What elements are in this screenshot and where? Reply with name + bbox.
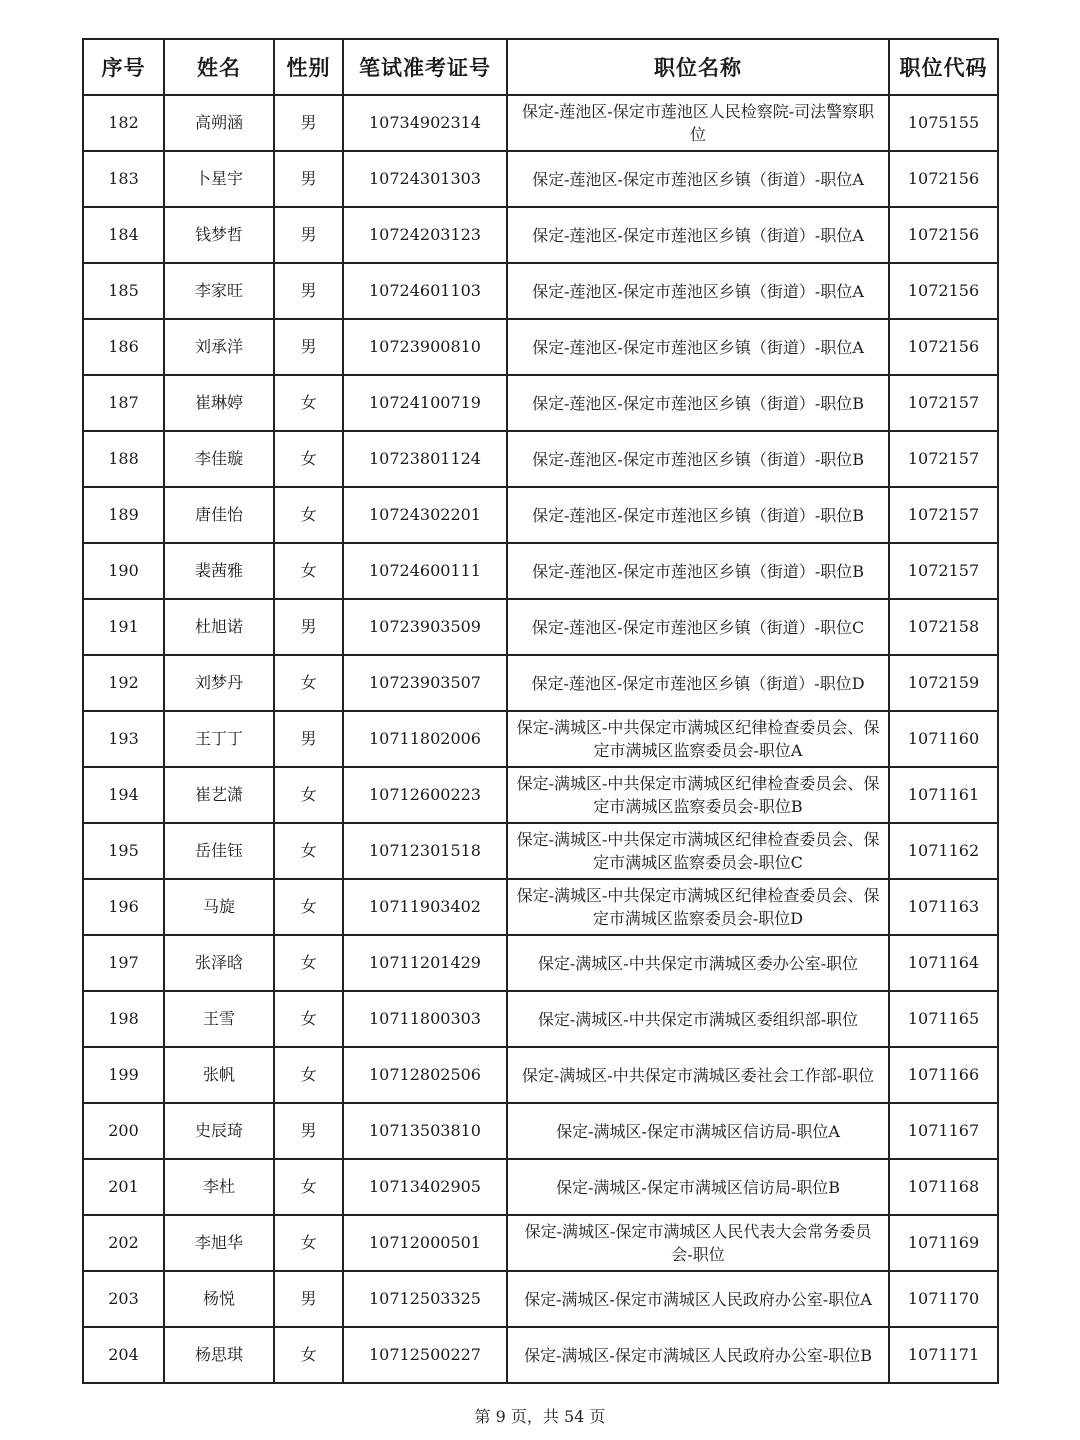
- cell-name: 钱梦哲: [164, 207, 274, 263]
- cell-serial: 192: [83, 655, 164, 711]
- col-header-post-code: 职位代码: [889, 39, 998, 95]
- col-header-serial: 序号: [83, 39, 164, 95]
- cell-serial: 195: [83, 823, 164, 879]
- cell-post-code: 1072157: [889, 543, 998, 599]
- cell-post-name: 保定-满城区-中共保定市满城区纪律检查委员会、保定市满城区监察委员会-职位A: [507, 711, 889, 767]
- cell-name: 高朔涵: [164, 95, 274, 151]
- cell-gender: 男: [274, 263, 343, 319]
- cell-name: 岳佳钰: [164, 823, 274, 879]
- table-row: [83, 991, 998, 1047]
- cell-serial: 182: [83, 95, 164, 151]
- table-row: [83, 263, 998, 319]
- cell-serial: 189: [83, 487, 164, 543]
- col-header-post-name: 职位名称: [507, 39, 889, 95]
- cell-serial: 185: [83, 263, 164, 319]
- cell-name: 史辰琦: [164, 1103, 274, 1159]
- cell-name: 刘梦丹: [164, 655, 274, 711]
- cell-name: 刘承洋: [164, 319, 274, 375]
- cell-gender: 女: [274, 375, 343, 431]
- page-number: 第 9 页，共 54 页: [474, 1407, 606, 1426]
- cell-post-name: 保定-莲池区-保定市莲池区乡镇（街道）-职位A: [507, 151, 889, 207]
- cell-exam-id: 10713503810: [343, 1103, 507, 1159]
- cell-exam-id: 10724600111: [343, 543, 507, 599]
- table-row: [83, 823, 998, 879]
- cell-post-code: 1071162: [889, 823, 998, 879]
- cell-post-name: 保定-莲池区-保定市莲池区乡镇（街道）-职位B: [507, 375, 889, 431]
- cell-name: 崔艺潇: [164, 767, 274, 823]
- cell-post-name: 保定-莲池区-保定市莲池区乡镇（街道）-职位A: [507, 263, 889, 319]
- cell-post-name: 保定-莲池区-保定市莲池区乡镇（街道）-职位A: [507, 207, 889, 263]
- cell-serial: 184: [83, 207, 164, 263]
- cell-exam-id: 10723801124: [343, 431, 507, 487]
- cell-exam-id: 10711800303: [343, 991, 507, 1047]
- table-row: [83, 1327, 998, 1383]
- cell-post-name: 保定-莲池区-保定市莲池区乡镇（街道）-职位B: [507, 487, 889, 543]
- cell-exam-id: 10734902314: [343, 95, 507, 151]
- table-row: [83, 1103, 998, 1159]
- table-row: [83, 599, 998, 655]
- cell-post-code: 1072157: [889, 431, 998, 487]
- table-row: [83, 1215, 998, 1271]
- cell-exam-id: 10711802006: [343, 711, 507, 767]
- cell-serial: 194: [83, 767, 164, 823]
- cell-exam-id: 10712802506: [343, 1047, 507, 1103]
- cell-post-name: 保定-满城区-中共保定市满城区纪律检查委员会、保定市满城区监察委员会-职位D: [507, 879, 889, 935]
- col-header-exam-id: 笔试准考证号: [343, 39, 507, 95]
- cell-post-code: 1071169: [889, 1215, 998, 1271]
- cell-gender: 男: [274, 599, 343, 655]
- cell-name: 王丁丁: [164, 711, 274, 767]
- cell-name: 张帆: [164, 1047, 274, 1103]
- cell-post-code: 1071161: [889, 767, 998, 823]
- cell-serial: 188: [83, 431, 164, 487]
- table-row: [83, 1047, 998, 1103]
- table-row: [83, 1271, 998, 1327]
- cell-post-name: 保定-莲池区-保定市莲池区人民检察院-司法警察职位: [507, 95, 889, 151]
- cell-post-code: 1072159: [889, 655, 998, 711]
- cell-serial: 187: [83, 375, 164, 431]
- cell-exam-id: 10724100719: [343, 375, 507, 431]
- cell-gender: 女: [274, 935, 343, 991]
- cell-serial: 191: [83, 599, 164, 655]
- cell-name: 崔琳婷: [164, 375, 274, 431]
- cell-serial: 201: [83, 1159, 164, 1215]
- cell-name: 李旭华: [164, 1215, 274, 1271]
- cell-post-name: 保定-满城区-中共保定市满城区纪律检查委员会、保定市满城区监察委员会-职位C: [507, 823, 889, 879]
- table-row: [83, 375, 998, 431]
- cell-exam-id: 10724203123: [343, 207, 507, 263]
- cell-name: 李杜: [164, 1159, 274, 1215]
- cell-serial: 186: [83, 319, 164, 375]
- cell-gender: 女: [274, 1047, 343, 1103]
- cell-post-name: 保定-莲池区-保定市莲池区乡镇（街道）-职位C: [507, 599, 889, 655]
- cell-post-code: 1075155: [889, 95, 998, 151]
- cell-gender: 男: [274, 319, 343, 375]
- table-row: [83, 1159, 998, 1215]
- cell-name: 王雪: [164, 991, 274, 1047]
- cell-gender: 男: [274, 711, 343, 767]
- cell-exam-id: 10712301518: [343, 823, 507, 879]
- table-row: [83, 431, 998, 487]
- cell-serial: 202: [83, 1215, 164, 1271]
- cell-post-code: 1071166: [889, 1047, 998, 1103]
- cell-exam-id: 10712000501: [343, 1215, 507, 1271]
- cell-post-code: 1072156: [889, 263, 998, 319]
- col-header-gender: 性别: [274, 39, 343, 95]
- cell-post-name: 保定-莲池区-保定市莲池区乡镇（街道）-职位B: [507, 543, 889, 599]
- roster-body: [83, 95, 998, 1383]
- cell-gender: 男: [274, 207, 343, 263]
- cell-serial: 190: [83, 543, 164, 599]
- cell-post-code: 1071164: [889, 935, 998, 991]
- cell-exam-id: 10723903509: [343, 599, 507, 655]
- cell-gender: 女: [274, 655, 343, 711]
- cell-post-name: 保定-满城区-保定市满城区人民政府办公室-职位B: [507, 1327, 889, 1383]
- cell-post-code: 1071160: [889, 711, 998, 767]
- cell-serial: 197: [83, 935, 164, 991]
- table-row: [83, 711, 998, 767]
- table-row: [83, 151, 998, 207]
- cell-exam-id: 10724302201: [343, 487, 507, 543]
- table-row: [83, 767, 998, 823]
- cell-name: 张泽晗: [164, 935, 274, 991]
- cell-serial: 196: [83, 879, 164, 935]
- cell-gender: 女: [274, 431, 343, 487]
- cell-post-name: 保定-莲池区-保定市莲池区乡镇（街道）-职位A: [507, 319, 889, 375]
- cell-name: 李佳璇: [164, 431, 274, 487]
- cell-gender: 男: [274, 151, 343, 207]
- cell-post-code: 1072157: [889, 375, 998, 431]
- cell-post-name: 保定-满城区-中共保定市满城区纪律检查委员会、保定市满城区监察委员会-职位B: [507, 767, 889, 823]
- cell-post-name: 保定-满城区-中共保定市满城区委组织部-职位: [507, 991, 889, 1047]
- cell-exam-id: 10723900810: [343, 319, 507, 375]
- cell-post-code: 1071168: [889, 1159, 998, 1215]
- cell-exam-id: 10711201429: [343, 935, 507, 991]
- cell-gender: 女: [274, 823, 343, 879]
- table-row: [83, 95, 998, 151]
- cell-serial: 204: [83, 1327, 164, 1383]
- cell-name: 李家旺: [164, 263, 274, 319]
- cell-name: 杨悦: [164, 1271, 274, 1327]
- cell-serial: 200: [83, 1103, 164, 1159]
- cell-post-code: 1071165: [889, 991, 998, 1047]
- cell-serial: 199: [83, 1047, 164, 1103]
- cell-name: 杜旭诺: [164, 599, 274, 655]
- cell-post-name: 保定-满城区-保定市满城区信访局-职位A: [507, 1103, 889, 1159]
- cell-name: 裴茜雅: [164, 543, 274, 599]
- cell-name: 杨思琪: [164, 1327, 274, 1383]
- cell-gender: 女: [274, 1159, 343, 1215]
- table-row: [83, 543, 998, 599]
- cell-post-code: 1072156: [889, 319, 998, 375]
- cell-gender: 女: [274, 1327, 343, 1383]
- cell-name: 卜星宇: [164, 151, 274, 207]
- cell-post-name: 保定-满城区-保定市满城区人民政府办公室-职位A: [507, 1271, 889, 1327]
- cell-post-name: 保定-满城区-中共保定市满城区委办公室-职位: [507, 935, 889, 991]
- cell-gender: 女: [274, 487, 343, 543]
- cell-gender: 男: [274, 1271, 343, 1327]
- cell-post-code: 1072156: [889, 151, 998, 207]
- table-row: [83, 655, 998, 711]
- cell-exam-id: 10712600223: [343, 767, 507, 823]
- cell-post-code: 1071170: [889, 1271, 998, 1327]
- table-row: [83, 935, 998, 991]
- cell-post-name: 保定-莲池区-保定市莲池区乡镇（街道）-职位B: [507, 431, 889, 487]
- cell-gender: 男: [274, 1103, 343, 1159]
- table-row: [83, 879, 998, 935]
- header-row: [83, 39, 998, 95]
- cell-post-name: 保定-满城区-保定市满城区人民代表大会常务委员会-职位: [507, 1215, 889, 1271]
- cell-post-code: 1071167: [889, 1103, 998, 1159]
- cell-post-code: 1072156: [889, 207, 998, 263]
- cell-exam-id: 10724601103: [343, 263, 507, 319]
- cell-name: 唐佳怡: [164, 487, 274, 543]
- cell-exam-id: 10713402905: [343, 1159, 507, 1215]
- cell-exam-id: 10724301303: [343, 151, 507, 207]
- table-row: [83, 487, 998, 543]
- table-row: [83, 319, 998, 375]
- cell-exam-id: 10712500227: [343, 1327, 507, 1383]
- cell-name: 马旋: [164, 879, 274, 935]
- cell-serial: 193: [83, 711, 164, 767]
- cell-post-code: 1071171: [889, 1327, 998, 1383]
- cell-gender: 女: [274, 543, 343, 599]
- cell-serial: 203: [83, 1271, 164, 1327]
- col-header-name: 姓名: [164, 39, 274, 95]
- cell-post-name: 保定-满城区-保定市满城区信访局-职位B: [507, 1159, 889, 1215]
- cell-gender: 男: [274, 95, 343, 151]
- cell-gender: 女: [274, 879, 343, 935]
- roster-table: [82, 38, 999, 1384]
- cell-serial: 198: [83, 991, 164, 1047]
- cell-gender: 女: [274, 991, 343, 1047]
- cell-exam-id: 10711903402: [343, 879, 507, 935]
- cell-post-code: 1072158: [889, 599, 998, 655]
- cell-post-code: 1072157: [889, 487, 998, 543]
- cell-post-name: 保定-莲池区-保定市莲池区乡镇（街道）-职位D: [507, 655, 889, 711]
- cell-exam-id: 10723903507: [343, 655, 507, 711]
- cell-gender: 女: [274, 1215, 343, 1271]
- cell-gender: 女: [274, 767, 343, 823]
- roster-sheet: [82, 38, 997, 1384]
- cell-post-name: 保定-满城区-中共保定市满城区委社会工作部-职位: [507, 1047, 889, 1103]
- cell-exam-id: 10712503325: [343, 1271, 507, 1327]
- cell-post-code: 1071163: [889, 879, 998, 935]
- table-row: [83, 207, 998, 263]
- cell-serial: 183: [83, 151, 164, 207]
